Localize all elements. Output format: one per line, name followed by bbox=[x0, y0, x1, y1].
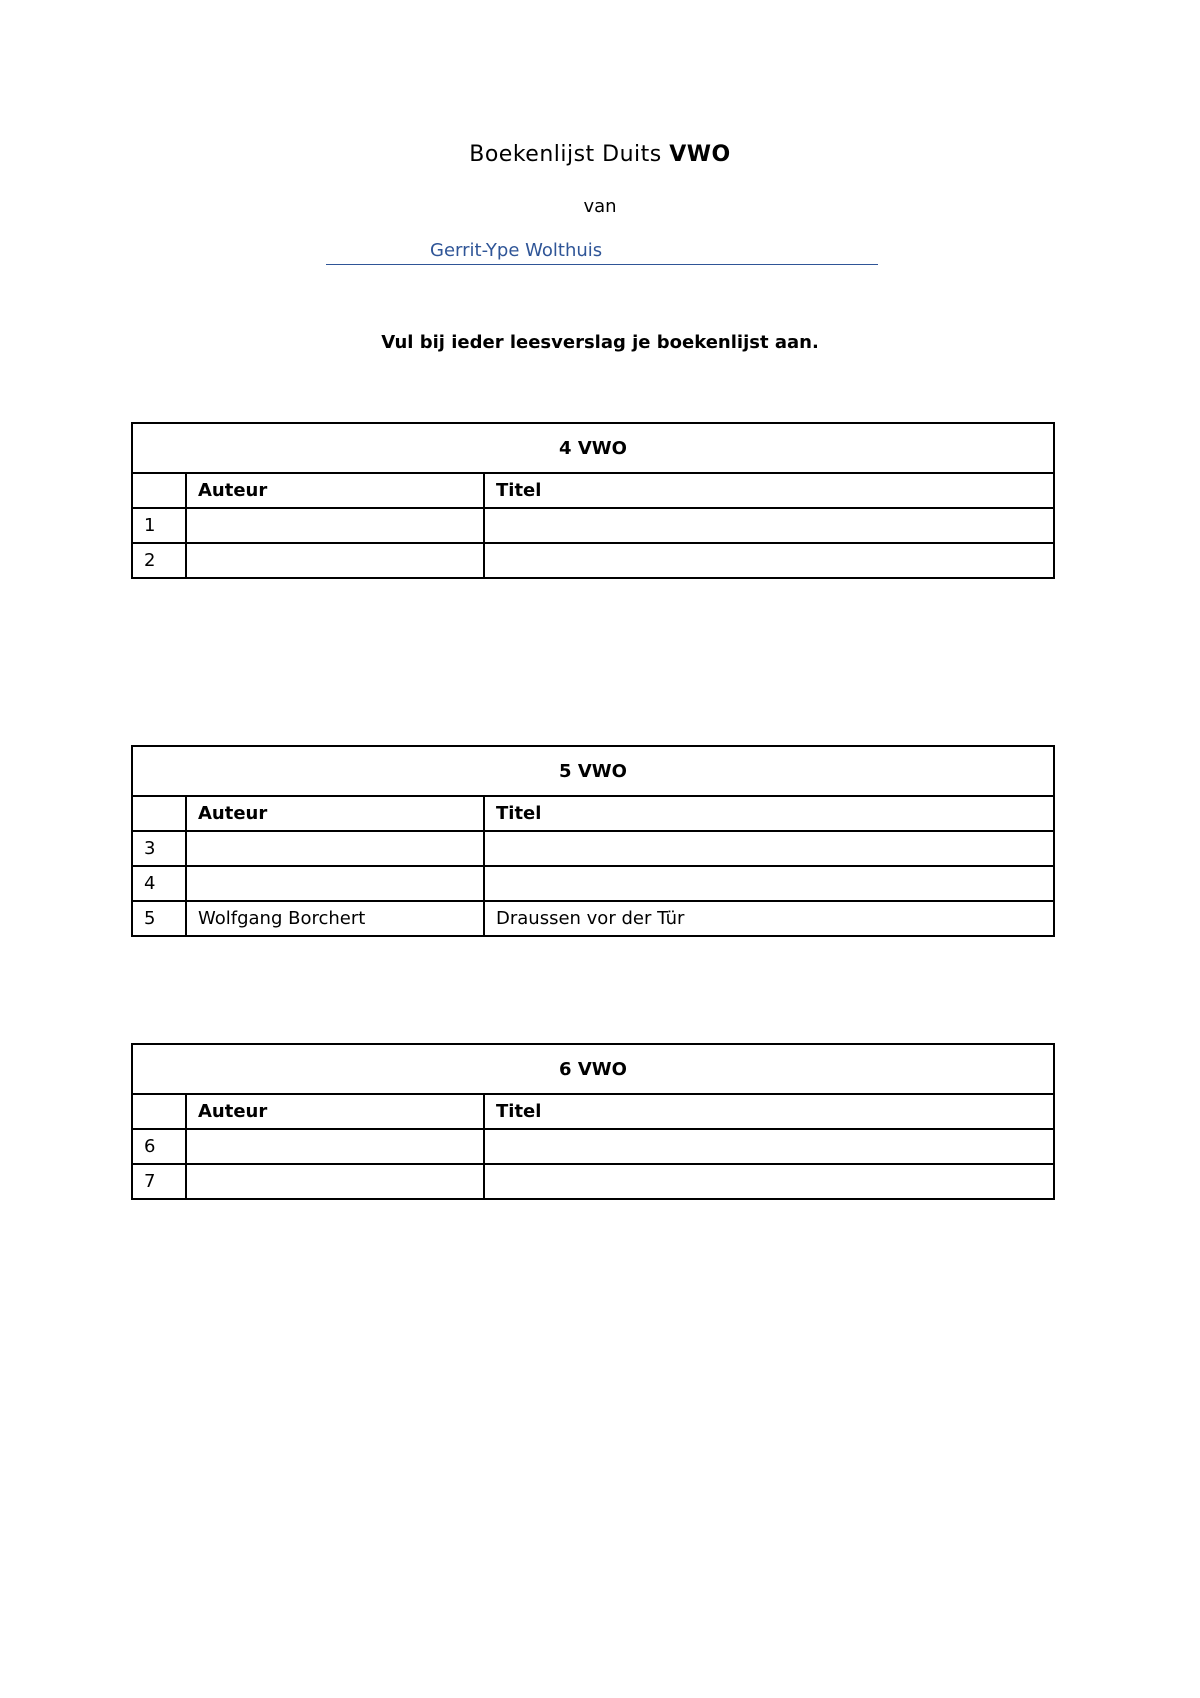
row-number: 7 bbox=[132, 1164, 186, 1199]
column-header-nr bbox=[132, 1094, 186, 1129]
titel-cell[interactable] bbox=[484, 831, 1054, 866]
table-row bbox=[132, 831, 1054, 866]
row-number: 3 bbox=[132, 831, 186, 866]
titel-cell[interactable] bbox=[484, 1129, 1054, 1164]
auteur-cell[interactable]: Wolfgang Borchert bbox=[186, 901, 484, 936]
column-header-auteur: Auteur bbox=[186, 1094, 484, 1129]
van-label: van bbox=[583, 196, 617, 217]
title-text: Boekenlijst Duits bbox=[469, 142, 670, 167]
instruction-text: Vul bij ieder leesverslag je boekenlijst aan. bbox=[381, 332, 819, 353]
table-row bbox=[132, 543, 1054, 578]
student-name: Gerrit-Ype Wolthuis bbox=[430, 240, 603, 261]
table-heading-row bbox=[132, 1044, 1054, 1094]
auteur-cell[interactable] bbox=[186, 831, 484, 866]
table-row bbox=[132, 1129, 1054, 1164]
table-column-header-row bbox=[132, 473, 1054, 508]
titel-cell[interactable] bbox=[484, 866, 1054, 901]
column-header-nr bbox=[132, 473, 186, 508]
table-heading-row bbox=[132, 746, 1054, 796]
table-row bbox=[132, 1164, 1054, 1199]
column-header-titel: Titel bbox=[484, 796, 1054, 831]
row-number: 2 bbox=[132, 543, 186, 578]
row-number: 4 bbox=[132, 866, 186, 901]
year-heading: 6 VWO bbox=[132, 1044, 1054, 1094]
auteur-cell[interactable] bbox=[186, 508, 484, 543]
booklist-table-6vwo bbox=[131, 1043, 1055, 1200]
document-title bbox=[0, 142, 1200, 167]
column-header-titel: Titel bbox=[484, 473, 1054, 508]
table-row bbox=[132, 866, 1054, 901]
table-column-header-row bbox=[132, 796, 1054, 831]
auteur-cell[interactable] bbox=[186, 1129, 484, 1164]
row-number: 5 bbox=[132, 901, 186, 936]
table-column-header-row bbox=[132, 1094, 1054, 1129]
table-heading-row bbox=[132, 423, 1054, 473]
title-bold-text: VWO bbox=[669, 142, 731, 167]
titel-cell[interactable]: Draussen vor der Tür bbox=[484, 901, 1054, 936]
titel-cell[interactable] bbox=[484, 1164, 1054, 1199]
auteur-cell[interactable] bbox=[186, 866, 484, 901]
table-row bbox=[132, 508, 1054, 543]
auteur-cell[interactable] bbox=[186, 543, 484, 578]
column-header-auteur: Auteur bbox=[186, 796, 484, 831]
column-header-titel: Titel bbox=[484, 1094, 1054, 1129]
booklist-table-4vwo bbox=[131, 422, 1055, 579]
booklist-table-5vwo bbox=[131, 745, 1055, 937]
column-header-auteur: Auteur bbox=[186, 473, 484, 508]
titel-cell[interactable] bbox=[484, 508, 1054, 543]
year-heading: 5 VWO bbox=[132, 746, 1054, 796]
column-header-nr bbox=[132, 796, 186, 831]
student-name-field[interactable] bbox=[326, 240, 878, 265]
auteur-cell[interactable] bbox=[186, 1164, 484, 1199]
row-number: 6 bbox=[132, 1129, 186, 1164]
table-row bbox=[132, 901, 1054, 936]
titel-cell[interactable] bbox=[484, 543, 1054, 578]
row-number: 1 bbox=[132, 508, 186, 543]
year-heading: 4 VWO bbox=[132, 423, 1054, 473]
